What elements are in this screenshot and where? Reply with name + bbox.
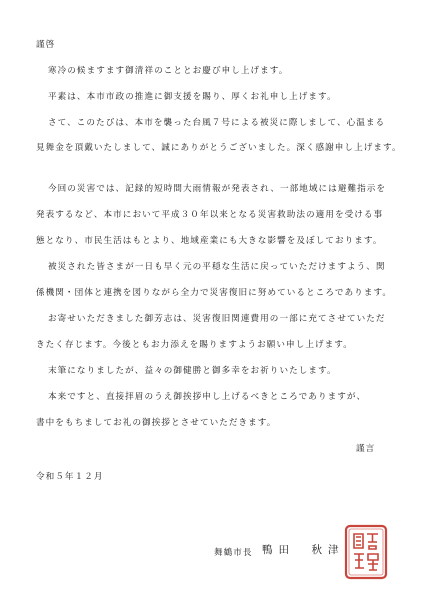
salutation: 謹啓 — [36, 40, 56, 50]
paragraph-line: 発表するなど、本市において平成３０年以来となる災害救助法の適用を受ける事 — [36, 210, 384, 220]
paragraph-line: さて、このたびは、本市を襲った台風７号による被災に際しまして、心温まる — [48, 118, 386, 128]
signer-name: 鴨田 秋津 — [262, 544, 345, 556]
letter-date: 令和５年１２月 — [36, 472, 104, 482]
paragraph-line: 被災された皆さまが一日も早く元の平穏な生活に戻っていただけますよう、関 — [48, 262, 386, 272]
closing-word: 謹言 — [356, 444, 376, 454]
paragraph-line: 今回の災害では、記録的短時間大雨情報が発表され、一部地域には避難指示を — [48, 184, 387, 194]
paragraph-line: 本来ですと、直接拝眉のうえ御挨拶申し上げるべきところでありますが、 — [48, 392, 367, 402]
paragraph-line: 末筆になりましたが、益々の御健勝と御多幸をお祈りいたします。 — [48, 366, 337, 376]
paragraph-line: 係機関・団体と連携を図りながら全力で災害復旧に努めているところであります。 — [36, 288, 393, 298]
paragraph-line: 書中をもちましてお礼の御挨拶とさせていただきます。 — [36, 418, 277, 428]
paragraph-line: お寄せいただきました御芳志は、災害復旧関連費用の一部に充てさせていただ — [48, 314, 386, 324]
official-seal-icon — [344, 524, 388, 580]
signer-title: 舞鶴市長 — [214, 548, 253, 558]
paragraph-line: 平素は、本市市政の推進に御支援を賜り、厚くお礼申し上げます。 — [48, 92, 337, 102]
paragraph-line: 寒冷の候ますます御清祥のこととお慶び申し上げます。 — [48, 66, 289, 76]
paragraph-line: きたく存じます。今後ともお力添えを賜りますようお願い申し上げます。 — [36, 340, 353, 350]
paragraph-line: 態となり、市民生活はもとより、地域産業にも大きな影響を及ぼしております。 — [36, 236, 383, 246]
paragraph-line: 見舞金を頂戴いたしまして、誠にありがとうございました。深く感謝申し上げます。 — [36, 143, 402, 153]
